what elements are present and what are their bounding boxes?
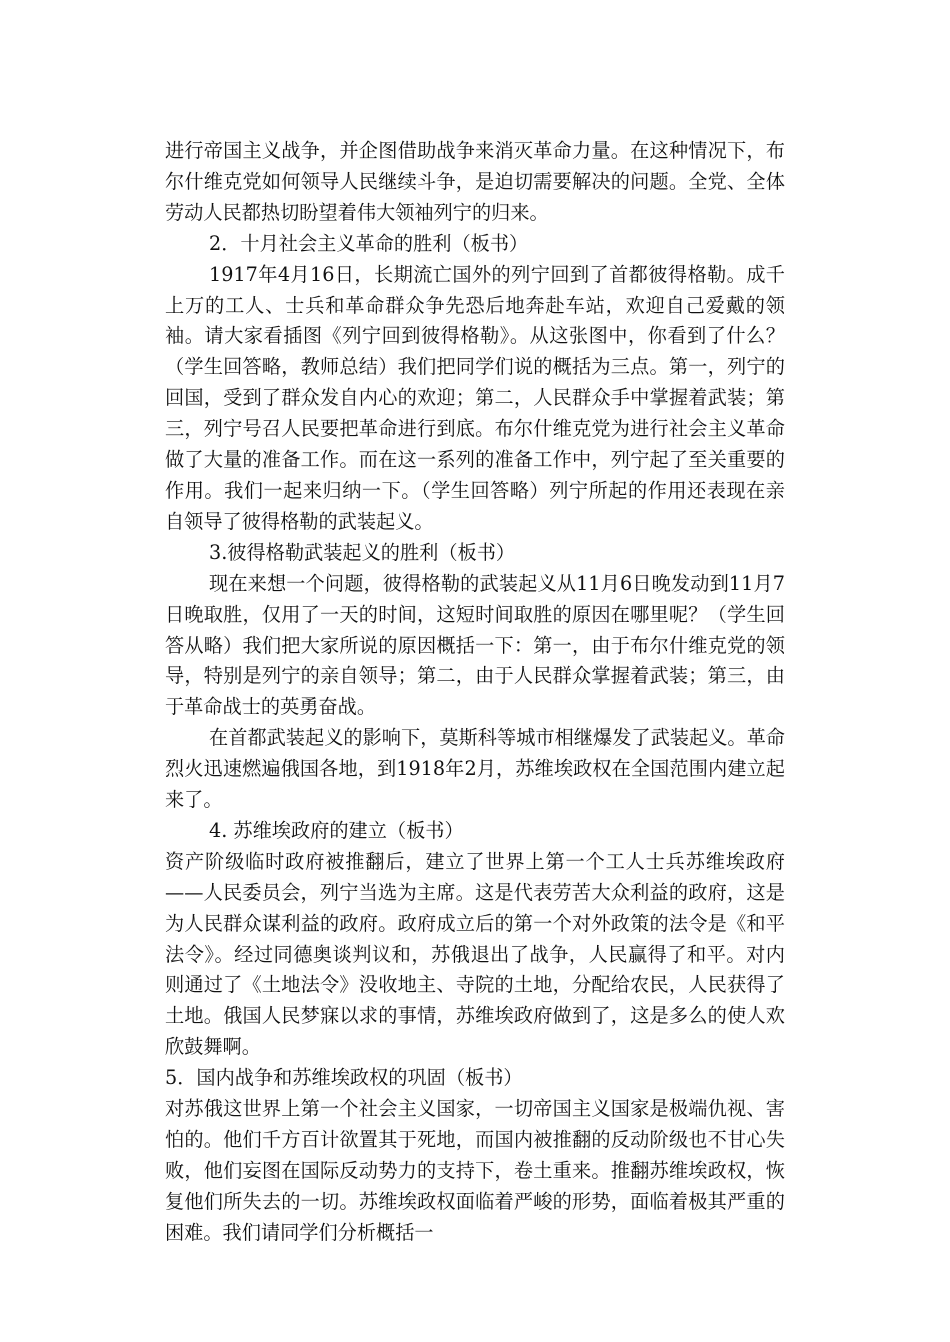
section-heading-october-revolution: 2．十月社会主义革命的胜利（板书） <box>209 231 529 255</box>
section-heading-petrograd-uprising: 3.彼得格勒武装起义的胜利（板书） <box>209 540 516 564</box>
document-page <box>165 136 785 1249</box>
paragraph-soviet-government: 资产阶级临时政府被推翻后，建立了世界上第一个工人士兵苏维埃政府——人民委员会，列宁当选为主席。这是代表劳苦大众利益的政府，这是为人民群众谋利益的政府。政府成立后的第一个对外政策的法令是《和平法令》。经过同德奥谈判议和，苏俄退出了战争，人民赢得了和平。对内则通过了《土地法令》没收地主、寺院的土地，分配给农民，人民获得了土地。俄国人民梦寐以求的事情，苏维埃政府做到了，这是多么的使人欢欣鼓舞啊。 <box>165 849 785 1059</box>
paragraph-intro-continuation: 进行帝国主义战争，并企图借助战争来消灭革命力量。在这种情况下，布尔什维克党如何领导人民继续斗争，是迫切需要解决的问题。全党、全体劳动人民都热切盼望着伟大领袖列宁的归来。 <box>165 139 785 224</box>
paragraph-lenin-return: 1917年4月16日，长期流亡国外的列宁回到了首都彼得格勒。成千上万的工人、士兵和革命群众争先恐后地奔赴车站，欢迎自己爱戴的领袖。请大家看插图《列宁回到彼得格勒》。从这张图中，你看到了什么？（学生回答略，教师总结）我们把同学们说的概括为三点。第一，列宁的回国，受到了群众发自内心的欢迎；第二，人民群众手中掌握着武装；第三，列宁号召人民要把革命进行到底。布尔什维克党为进行社会主义革命做了大量的准备工作。而在这一系列的准备工作中，列宁起了至关重要的作用。我们一起来归纳一下。（学生回答略）列宁所起的作用还表现在亲自领导了彼得格勒的武装起义。 <box>165 262 785 533</box>
paragraph-uprising-reasons: 现在来想一个问题，彼得格勒的武装起义从11月6日晚发动到11月7日晚取胜，仅用了一天的时间，这短时间取胜的原因在哪里呢？（学生回答从略）我们把大家所说的原因概括一下：第一，由于布尔什维克党的领导，特别是列宁的亲自领导；第二，由于人民群众掌握着武装；第三，由于革命战士的英勇奋战。 <box>165 571 785 719</box>
paragraph-soviet-spread: 在首都武装起义的影响下，莫斯科等城市相继爆发了武装起义。革命烈火迅速燃遍俄国各地，到1918年2月，苏维埃政权在全国范围内建立起来了。 <box>165 726 785 812</box>
paragraph-civil-war: 对苏俄这世界上第一个社会主义国家，一切帝国主义国家是极端仇视、害怕的。他们千方百计欲置其于死地，而国内被推翻的反动阶级也不甘心失败，他们妄图在国际反动势力的支持下，卷土重来。推翻苏维埃政权，恢复他们所失去的一切。苏维埃政权面临着严峻的形势，面临着极其严重的困难。我们请同学们分析概括一 <box>165 1097 785 1244</box>
section-heading-soviet-government: 4. 苏维埃政府的建立（板书） <box>209 818 464 842</box>
section-heading-civil-war: 5．国内战争和苏维埃政权的巩固（板书） <box>165 1066 523 1090</box>
